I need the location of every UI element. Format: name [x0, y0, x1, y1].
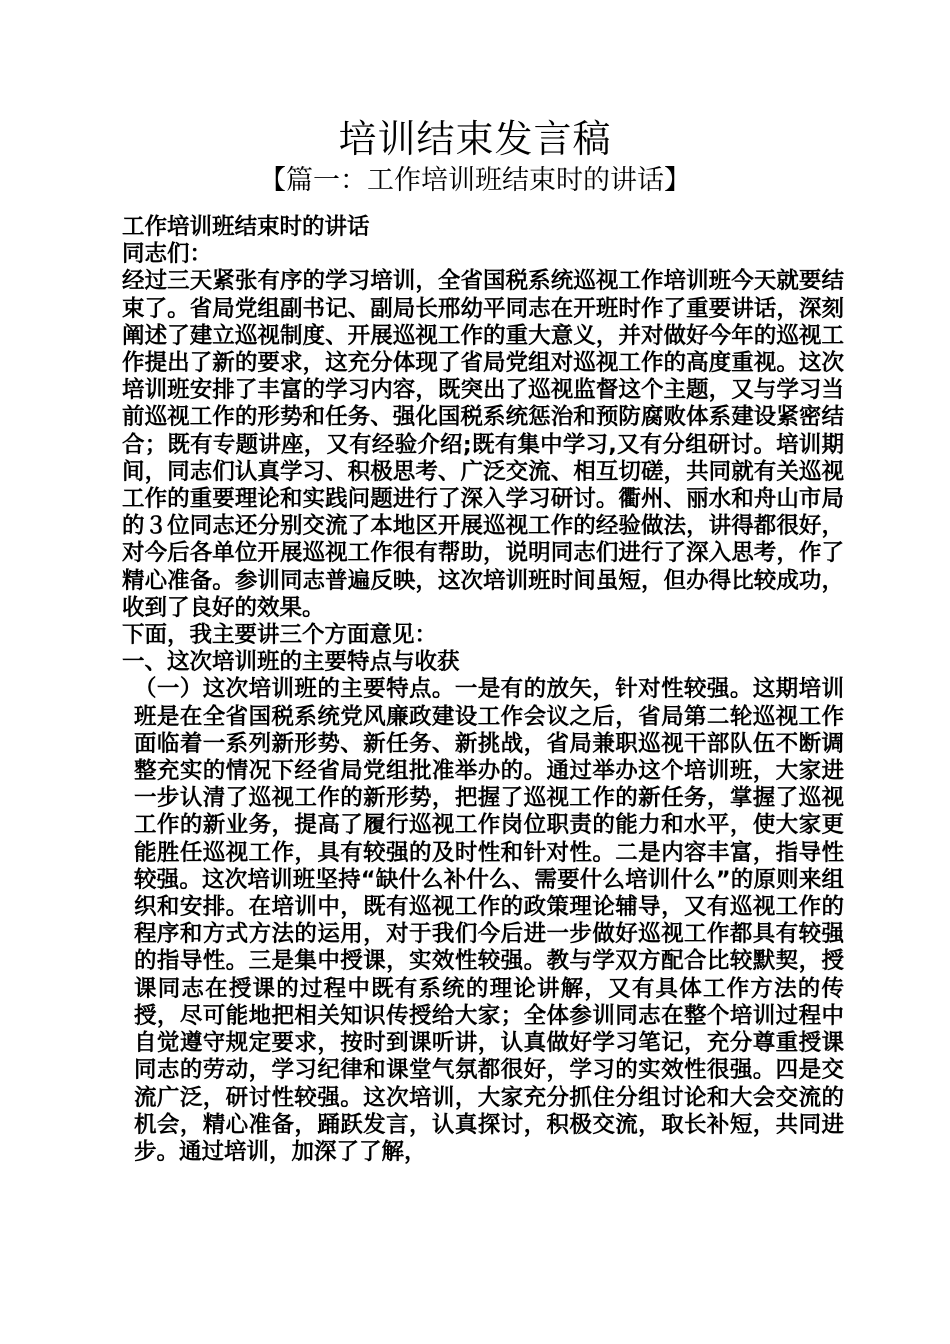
- salutation: 同志们：: [122, 241, 213, 268]
- body-paragraph: 下面，我主要讲三个方面意见：: [122, 622, 438, 649]
- document-subtitle: 【篇一：工作培训班结束时的讲话】: [259, 165, 691, 196]
- speech-heading: 工作培训班结束时的讲话: [122, 214, 370, 240]
- section-heading: 一、这次培训班的主要特点与收获: [122, 649, 460, 676]
- body-paragraph: （一）这次培训班的主要特点。一是有的放矢，针对性较强。这期培训班是在全省国税系统党风廉政建设工作会议之后，省局第二轮巡视工作面临着一系列新形势、新任务、新挑战，省局兼职巡视干部队伍不断调整充实的情况下经省局党组批准举办的。通过举办这个培训班，大家进一步认清了巡视工作的新形势，把握了巡视工作的新任务，掌握了巡视工作的新业务，提高了履行巡视工作岗位职责的能力和水平，使大家更能胜任巡视工作，具有较强的及时性和针对性。二是内容丰富，指导性较强。这次培训班坚持“缺什么补什么、需要什么培训什么”的原则来组织和安排。在培训中，既有巡视工作的政策理论辅导，又有巡视工作的程序和方式方法的运用，对于我们今后进一步做好巡视工作都具有较强的指导性。三是集中授课，实效性较强。教与学双方配合比较默契，授课同志在授课的过程中既有系统的理论讲解，又有具体工作方法的传授，尽可能地把相关知识传授给大家；全体参训同志在整个培训过程中自觉遵守规定要求，按时到课听讲，认真做好学习笔记，充分尊重授课同志的劳动，学习纪律和课堂气氛都很好，学习的实效性很强。四是交流广泛，研讨性较强。这次培训，大家充分抓住分组讨论和大会交流的机会，精心准备，踊跃发言，认真探讨，积极交流，取长补短，共同进步。通过培训，加深了了解，: [134, 676, 844, 1165]
- document-title: 培训结束发言稿: [338, 117, 612, 161]
- document-body: [116, 214, 844, 1166]
- body-paragraph: 经过三天紧张有序的学习培训，全省国税系统巡视工作培训班今天就要结束了。省局党组副书记、副局长邢幼平同志在开班时作了重要讲话，深刻阐述了建立巡视制度、开展巡视工作的重大意义，并对做好今年的巡视工作提出了新的要求，这充分体现了省局党组对巡视工作的高度重视。这次培训班安排了丰富的学习内容，既突出了巡视监督这个主题，又与学习当前巡视工作的形势和任务、强化国税系统惩治和预防腐败体系建设紧密结合；既有专题讲座，又有经验介绍;既有集中学习,又有分组研讨。培训期间，同志们认真学习、积极思考、广泛交流、相互切磋，共同就有关巡视工作的重要理论和实践问题进行了深入学习研讨。衢州、丽水和舟山市局的３位同志还分别交流了本地区开展巡视工作的经验做法，讲得都很好，对今后各单位开展巡视工作很有帮助，说明同志们进行了深入思考，作了精心准备。参训同志普遍反映，这次培训班时间虽短，但办得比较成功，收到了良好的效果。: [122, 268, 844, 621]
